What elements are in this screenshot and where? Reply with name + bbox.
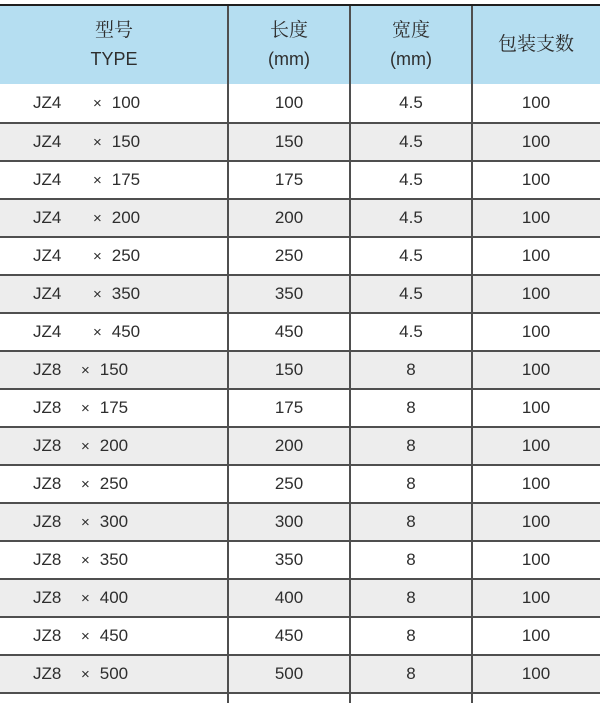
cell-model — [0, 124, 228, 160]
cell-package-qty: 100 — [521, 474, 551, 493]
cell-length: 350 — [274, 284, 304, 303]
model-size: 175 — [111, 170, 141, 189]
model-size: 250 — [99, 474, 129, 493]
header-cell-package-qty — [472, 6, 600, 84]
header-cell-length — [228, 6, 350, 84]
cell-model — [0, 84, 228, 122]
cell-package-qty: 100 — [521, 626, 551, 645]
cell-length: 175 — [274, 170, 304, 189]
cell-width: 8 — [406, 398, 416, 417]
multiply-sign: × — [93, 285, 102, 303]
model-size: 350 — [111, 284, 141, 303]
multiply-sign: × — [93, 94, 102, 112]
cell-model — [0, 428, 228, 464]
cell-package-qty: 100 — [521, 208, 551, 227]
cell-length: 200 — [274, 208, 304, 227]
cell-model — [0, 618, 228, 654]
multiply-sign: × — [81, 475, 90, 493]
cell-package-qty: 100 — [521, 93, 551, 112]
cell-length: 250 — [274, 474, 304, 493]
multiply-sign: × — [81, 551, 90, 569]
table-row — [0, 578, 600, 616]
multiply-sign: × — [93, 209, 102, 227]
table-row — [0, 426, 600, 464]
multiply-sign: × — [81, 437, 90, 455]
model-size: 200 — [111, 208, 141, 227]
cell-package-qty: 100 — [521, 398, 551, 417]
cell-width: 4.5 — [399, 132, 423, 151]
cell-width: 8 — [406, 664, 416, 683]
cell-package-qty: 100 — [521, 360, 551, 379]
cell-length: 100 — [274, 93, 304, 112]
cell-width: 8 — [406, 588, 416, 607]
multiply-sign: × — [93, 133, 102, 151]
model-code: JZ4 — [33, 322, 62, 341]
model-size: 250 — [111, 246, 141, 265]
cell-package-qty: 100 — [521, 322, 551, 341]
cell-width: 4.5 — [399, 93, 423, 112]
cell-length: 150 — [274, 360, 304, 379]
cell-model — [0, 314, 228, 350]
model-code: JZ8 — [33, 588, 62, 607]
cell-length: 450 — [274, 322, 304, 341]
cell-width: 8 — [406, 436, 416, 455]
table-row — [0, 236, 600, 274]
table-row — [0, 654, 600, 692]
cell-length: 400 — [274, 588, 304, 607]
header-width-unit: (mm) — [390, 48, 432, 69]
table-body — [0, 84, 600, 692]
cell-width: 4.5 — [399, 208, 423, 227]
table-row — [0, 388, 600, 426]
table-row — [0, 464, 600, 502]
table-row — [0, 312, 600, 350]
bottom-margin — [0, 694, 600, 705]
model-size: 400 — [99, 588, 129, 607]
multiply-sign: × — [81, 589, 90, 607]
column-divider-3 — [471, 6, 473, 703]
cell-width: 8 — [406, 474, 416, 493]
cell-model — [0, 656, 228, 692]
cell-package-qty: 100 — [521, 550, 551, 569]
header-width-cn: 宽度 — [391, 20, 430, 42]
cell-package-qty: 100 — [521, 512, 551, 531]
cell-package-qty: 100 — [521, 664, 551, 683]
model-code: JZ8 — [33, 626, 62, 645]
cell-width: 8 — [406, 360, 416, 379]
multiply-sign: × — [81, 361, 90, 379]
cell-model — [0, 580, 228, 616]
cell-length: 150 — [274, 132, 304, 151]
cell-width: 8 — [406, 626, 416, 645]
model-code: JZ8 — [33, 436, 62, 455]
table-row — [0, 502, 600, 540]
header-package-qty: 包装支数 — [497, 34, 574, 56]
model-size: 100 — [111, 93, 141, 112]
cell-width: 4.5 — [399, 322, 423, 341]
table-row — [0, 198, 600, 236]
cell-package-qty: 100 — [521, 588, 551, 607]
model-size: 175 — [99, 398, 129, 417]
cell-model — [0, 162, 228, 198]
model-code: JZ8 — [33, 398, 62, 417]
multiply-sign: × — [81, 627, 90, 645]
table-row — [0, 84, 600, 122]
header-type-cn: 型号 — [94, 20, 133, 42]
header-length-unit: (mm) — [268, 48, 310, 69]
model-code: JZ8 — [33, 550, 62, 569]
cell-length: 200 — [274, 436, 304, 455]
model-size: 300 — [99, 512, 129, 531]
model-code: JZ4 — [33, 284, 62, 303]
cell-length: 350 — [274, 550, 304, 569]
model-code: JZ4 — [33, 246, 62, 265]
cell-length: 300 — [274, 512, 304, 531]
cell-width: 4.5 — [399, 246, 423, 265]
table-row — [0, 350, 600, 388]
multiply-sign: × — [93, 247, 102, 265]
model-size: 150 — [111, 132, 141, 151]
cell-package-qty: 100 — [521, 436, 551, 455]
cell-model — [0, 200, 228, 236]
model-code: JZ8 — [33, 664, 62, 683]
table-header-row — [0, 6, 600, 84]
model-code: JZ8 — [33, 512, 62, 531]
multiply-sign: × — [81, 513, 90, 531]
model-code: JZ4 — [33, 93, 62, 112]
cell-model — [0, 542, 228, 578]
cell-width: 4.5 — [399, 284, 423, 303]
model-size: 200 — [99, 436, 129, 455]
cell-model — [0, 238, 228, 274]
model-size: 350 — [99, 550, 129, 569]
multiply-sign: × — [93, 323, 102, 341]
cell-length: 250 — [274, 246, 304, 265]
cell-model — [0, 352, 228, 388]
model-code: JZ8 — [33, 360, 62, 379]
model-code: JZ8 — [33, 474, 62, 493]
cell-width: 8 — [406, 550, 416, 569]
cell-length: 175 — [274, 398, 304, 417]
table-row — [0, 122, 600, 160]
cell-package-qty: 100 — [521, 284, 551, 303]
table-row — [0, 540, 600, 578]
column-divider-1 — [227, 6, 229, 703]
cell-length: 450 — [274, 626, 304, 645]
multiply-sign: × — [93, 171, 102, 189]
header-cell-width — [350, 6, 472, 84]
table-row — [0, 160, 600, 198]
model-size: 450 — [111, 322, 141, 341]
cell-width: 8 — [406, 512, 416, 531]
model-size: 500 — [99, 664, 129, 683]
cell-width: 4.5 — [399, 170, 423, 189]
model-size: 150 — [99, 360, 129, 379]
cell-model — [0, 466, 228, 502]
model-code: JZ4 — [33, 132, 62, 151]
multiply-sign: × — [81, 399, 90, 417]
column-divider-2 — [349, 6, 351, 703]
cell-length: 500 — [274, 664, 304, 683]
header-length-cn: 长度 — [269, 20, 308, 42]
cell-package-qty: 100 — [521, 170, 551, 189]
table-row — [0, 616, 600, 654]
cell-package-qty: 100 — [521, 246, 551, 265]
header-cell-type — [0, 6, 228, 84]
model-code: JZ4 — [33, 170, 62, 189]
cell-package-qty: 100 — [521, 132, 551, 151]
header-type-en: TYPE — [90, 48, 138, 69]
multiply-sign: × — [81, 665, 90, 683]
cell-model — [0, 390, 228, 426]
model-code: JZ4 — [33, 208, 62, 227]
model-size: 450 — [99, 626, 129, 645]
cell-model — [0, 504, 228, 540]
cell-model — [0, 276, 228, 312]
table-row — [0, 274, 600, 312]
